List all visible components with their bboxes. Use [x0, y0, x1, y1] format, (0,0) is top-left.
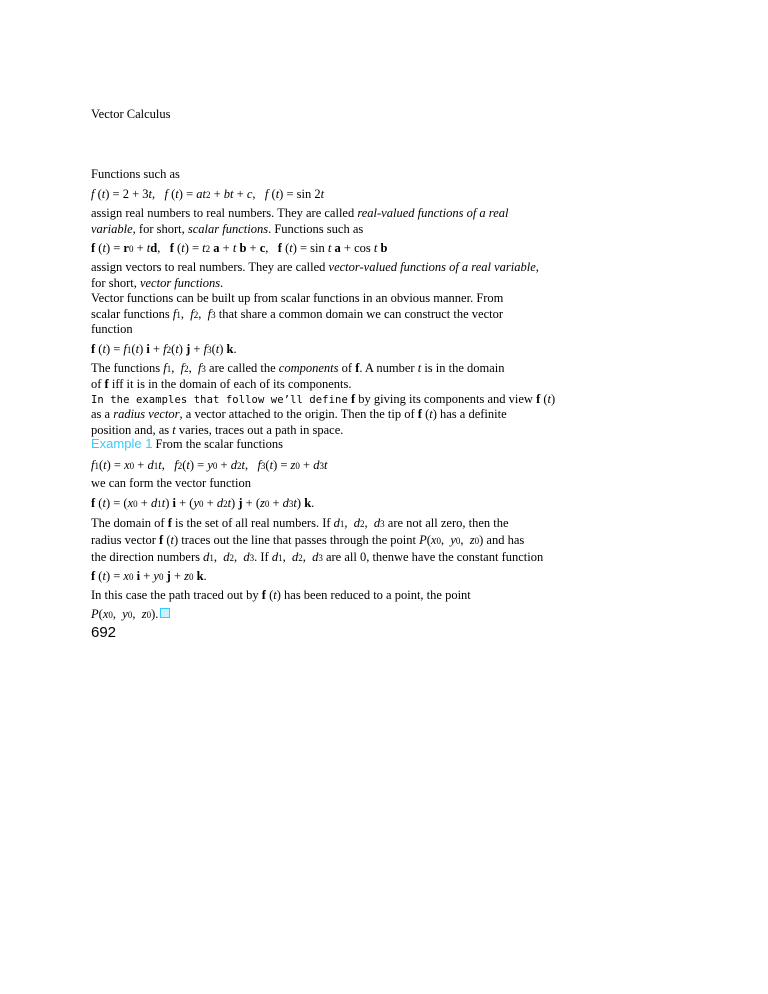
example-heading	[91, 436, 283, 452]
formula-line: f (t) = r0 + td, f (t) = t2 a + t b + c, f (t) = sin t a + cos t b	[91, 241, 388, 255]
text-line: as a radius vector, a vector attached to the origin. Then the tip of f (t) has a definite	[91, 407, 507, 421]
text-line: assign real numbers to real numbers. They are called real-valued functions of a real	[91, 206, 509, 220]
formula-line: f1(t) = x0 + d1t, f2(t) = y0 + d2t, f3(t) = z0 + d3t	[91, 458, 328, 472]
text-line: In the examples that follow we’ll define f by giving its components and view f (t)	[91, 392, 556, 406]
text-line: P(x0, y0, z0).	[91, 606, 170, 623]
formula-line: f (t) = (x0 + d1t) i + (y0 + d2t) j + (z0 + d3t) k.	[91, 496, 315, 510]
page-number: 692	[91, 624, 117, 641]
text-line: The domain of f is the set of all real numbers. If d1, d2, d3 are not all zero, then the	[91, 516, 509, 530]
text-line: radius vector f (t) traces out the line that passes through the point P(x0, y0, z0) and has	[91, 533, 525, 547]
text-line: assign vectors to real numbers. They are called vector-valued functions of a real variable,	[91, 260, 539, 274]
running-heading: Vector Calculus	[91, 107, 171, 121]
text-line: we can form the vector function	[91, 476, 252, 490]
text-line: of f iff it is in the domain of each of its components.	[91, 377, 352, 391]
formula-line: f (t) = f1(t) i + f2(t) j + f3(t) k.	[91, 342, 237, 356]
example-label: Example 1	[91, 436, 153, 451]
text-line: Functions such as	[91, 167, 180, 181]
text-line: variable, for short, scalar functions. Functions such as	[91, 222, 364, 236]
example-intro-text: From the scalar functions	[152, 437, 283, 451]
text-line: Vector functions can be built up from scalar functions in an obvious manner. From	[91, 291, 504, 305]
text-line: function	[91, 322, 133, 336]
text-line: scalar functions f1, f2, f3 that share a common domain we can construct the vector	[91, 307, 504, 321]
formula-line: f (t) = 2 + 3t, f (t) = at2 + bt + c, f (t) = sin 2t	[91, 187, 325, 201]
text-line: for short, vector functions.	[91, 276, 224, 290]
text-line: The functions f1, f2, f3 are called the components of f. A number t is in the domain	[91, 361, 505, 375]
text-line: In this case the path traced out by f (t) has been reduced to a point, the point	[91, 588, 471, 602]
text-line: position and, as t varies, traces out a path in space.	[91, 423, 344, 437]
text-line: the direction numbers d1, d2, d3. If d1, d2, d3 are all 0, thenwe have the constant function	[91, 550, 544, 564]
end-of-example-icon	[160, 608, 170, 618]
formula-line: f (t) = x0 i + y0 j + z0 k.	[91, 569, 207, 583]
